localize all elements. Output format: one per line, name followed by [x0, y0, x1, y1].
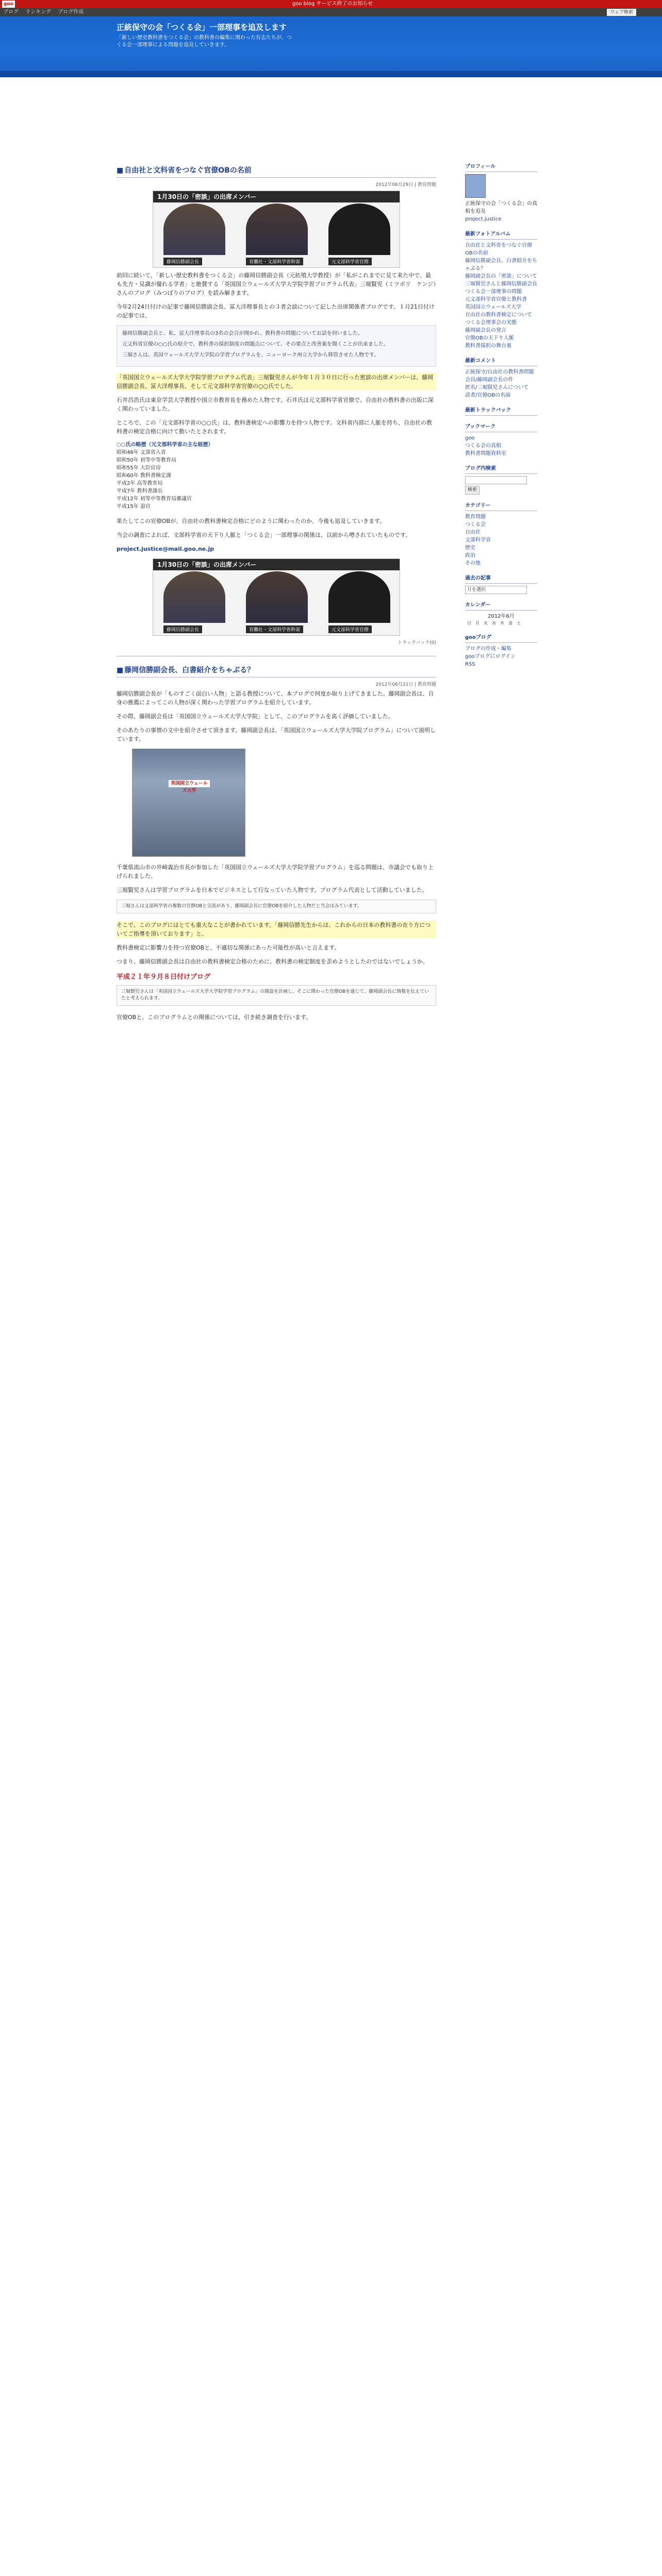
notice-link[interactable]: goo blog サービス終了のお知らせ [292, 1, 373, 7]
list-item: 昭和50年 初等中等教育局 [117, 457, 176, 463]
list-item: 平成7年 教科書課長 [117, 488, 163, 494]
quoted-blog-3 [117, 985, 436, 1006]
category-link[interactable]: 政治 [465, 553, 475, 558]
post-paragraph: つまり、藤岡信勝副会長は自由社の教科書検定合格のために、教科書の検定制度を歪めようとしたのではないでしょうか。 [117, 958, 428, 965]
category-link[interactable]: つくる会 [465, 522, 486, 528]
web-search-button[interactable]: ウェブ検索 [607, 9, 636, 16]
caption-3: 元文部科学省官僚 [328, 258, 372, 265]
calendar-month: 2012年6月 [488, 614, 515, 619]
recent-comments [465, 357, 537, 399]
recent-entry-link[interactable]: 自由社と文科省をつなぐ官僚OBの名前 [465, 243, 532, 256]
main-column [117, 163, 436, 1027]
profile-heading: プロフィール [465, 163, 537, 172]
recent-entry-link[interactable]: 教科書採択の舞台裏 [465, 343, 511, 349]
recent-heading: 最新フォトアルバム [465, 230, 537, 240]
post-paragraph: 千葉県流山市の井崎義治市長が参加した「英国国立ウェールズ大学大学院学習プログラム」を巡る問題は、市議会でも取り上げられました。 [117, 864, 434, 879]
trackback-heading: 最新トラックバック [465, 406, 537, 416]
categories [465, 502, 537, 567]
list-item: 昭和46年 文部省入省 [117, 450, 166, 455]
caption-3: 元文部科学省官僚 [328, 625, 372, 633]
list-item: 昭和60年 教科書検定課 [117, 473, 171, 479]
category-link[interactable]: 歴史 [465, 545, 475, 551]
post-title-2[interactable]: ■ 藤岡信勝副会長、白書紹介をちゃぶる？ [117, 663, 436, 677]
category-link[interactable]: 文部科学省 [465, 537, 491, 543]
calendar-day-header: 日 [467, 621, 471, 625]
archive-heading: 過去の記事 [465, 574, 537, 584]
post-paragraph: 石井昌浩氏は東京学芸大学教授や国立市教育長を務めた人物です。石井氏は元文部科学省官僚で、自由社の教科書の出版に深く関わっていました。 [117, 397, 434, 412]
recent-entry-link[interactable]: 官僚OBの天下り人脈 [465, 335, 514, 341]
post-date-2: 2012年06月21日 | 教育問題 [375, 682, 436, 687]
comment-link[interactable]: 正統保守/自由社の教科書問題 [465, 369, 534, 375]
goo-blog-box [465, 634, 537, 668]
calendar-day-header: 火 [484, 621, 488, 625]
calendar [465, 601, 537, 626]
blog-date-heading: 平成２１年９月８日付けブログ [117, 973, 211, 981]
category-link[interactable]: 教育問題 [465, 514, 486, 520]
caption-2: 育鵬社・文部科学省幹部 [246, 258, 303, 265]
search-button[interactable]: 検索 [465, 486, 479, 495]
blog-excerpt: 三堀さんは文部科学省の複数の官僚OBと交流があり、藤岡副会長に官僚OBを紹介した人物だと当会はみています。 [121, 904, 362, 909]
quote-line: 藤岡信勝副会長と、私、冨大洋理事長の3名の会合が開かれ、教科書の問題についてお話を伺いました。 [122, 331, 363, 336]
caption-2: 育鵬社・文部科学省幹部 [246, 625, 303, 633]
post-paragraph: その際、藤岡副会長は「英国国立ウェールズ大学大学院」として、このプログラムを高く評価していました。 [117, 713, 394, 720]
person-photo-2 [246, 204, 308, 255]
post-paragraph: 今年2月24日付けの記事で藤岡信勝副会長、冨大洋理事長との３者会談について記した出席関係者ブログです。１月21日付けの記事では、 [117, 303, 435, 319]
blog-search [465, 465, 537, 495]
search-input[interactable] [465, 476, 527, 484]
comment-link[interactable]: 匿名/三堀賢児さんについて [465, 385, 529, 391]
header-strip [0, 71, 662, 77]
quoted-blog-2 [117, 900, 436, 913]
goo-link[interactable]: ブログの作成・編集 [465, 646, 511, 652]
search-heading: ブログ内検索 [465, 465, 537, 474]
category-link[interactable]: その他 [465, 561, 481, 566]
bookmark-link[interactable]: goo [465, 435, 475, 441]
blog-title[interactable]: 正統保守の会「つくる会」一部理事を追及します [117, 23, 287, 32]
banner-heading: 1月30日の「密談」の出席メンバー [153, 559, 400, 570]
meeting-banner-image-2 [153, 558, 400, 636]
sidebar [465, 163, 537, 675]
nav-ranking[interactable]: ランキング [25, 9, 51, 15]
avatar [465, 174, 486, 198]
nav-create[interactable]: ブログ作成 [58, 9, 84, 15]
quoted-blog [117, 325, 436, 367]
calendar-heading: カレンダー [465, 601, 537, 611]
post-paragraph: 藤岡信勝副会長が「ものすごく面白い人物」と語る教授について、本ブログで何度か取り上げてきました。藤岡副会長は、自身の推薦によってこの人物が深く関わった学習プログラムを紹介しています。 [117, 690, 434, 706]
banner-heading: 1月30日の「密談」の出席メンバー [153, 191, 400, 202]
recent-entry-link[interactable]: 三堀賢児さんと藤岡信勝副会長 [465, 281, 537, 287]
career-list [117, 441, 436, 511]
photo-sign-text: 英国国立ウェールズ大学 [169, 780, 210, 787]
profile-id-link[interactable]: project.justice [465, 216, 502, 222]
comment-link[interactable]: 会員/藤岡副会長の件 [465, 377, 514, 383]
list-item: 平成15年 退官 [117, 504, 151, 510]
blog-excerpt: 三堀賢児さんは「英国国立ウェールズ大学大学院学習プログラム」の開設を計画し、そこに関わった官僚OBを通じて、藤岡副会長に情報を伝えていたと考えられます。 [121, 989, 429, 1001]
bookmark-link[interactable]: 教科書問題資料室 [465, 451, 506, 456]
contact-email[interactable]: project.justice@mail.goo.ne.jp [117, 546, 214, 552]
meeting-banner-image [153, 191, 400, 268]
post-paragraph: 果たしてこの官僚OBが、自由社の教科書検定合格にどのように関わったのか、今後も追及していきます。 [117, 518, 386, 524]
calendar-day-header: 月 [475, 621, 479, 625]
post-paragraph: 前回に続いて、「新しい歴史教科書をつくる会」の藤岡信勝副会長（元拓殖大学教授）が「私がこれまでに見て来た中で、最も先方・見識が優れる学者」と絶賛する「英国国立ウェールズ大学大学院学習プログラム代表」三堀賢児（ミツボリ ケンジ）さんのブログ（みつぼりのブログ）を読み解きます。 [117, 272, 436, 296]
calendar-day-header: 土 [517, 621, 521, 625]
recent-entry-link[interactable]: 英国国立ウェールズ大学 [465, 304, 522, 310]
calendar-grid [465, 620, 537, 626]
post-paragraph: 官僚OBと、このプログラムとの関係については、引き続き調査を行います。 [117, 1014, 311, 1021]
post-paragraph: ところで、この「元文部科学省の○○氏」は、教科書検定への影響力を持つ人物です。文科省内部に人脈を持ち、自由社の教科書の検定合格に向けて動いたとされます。 [117, 419, 432, 435]
post-paragraph: 三堀賢児さんは学習プログラムを日本でビジネスとして行なっていた人物です。プログラム代表として活動していました。 [117, 887, 428, 893]
goo-link[interactable]: gooブログにログイン [465, 654, 516, 659]
person-silhouette [328, 571, 390, 623]
comments-heading: 最新コメント [465, 357, 537, 366]
blog-description: 「新しい歴史教科書をつくる会」の教科書の編集に関わった有志たちが、つくる会一部理事による問題を追及していきます。 [117, 35, 292, 48]
recent-entry-link[interactable]: 藤岡信勝副会長、白書紹介をちゃぶる？ [465, 258, 537, 272]
list-item: 平成12年 初等中等教育局審議官 [117, 496, 192, 502]
profile-box [465, 163, 537, 223]
post-paragraph: 教科書検定に影響力を持つ官僚OBと、不適切な関係にあった可能性が高いと言えます。 [117, 944, 340, 951]
recent-entry-link[interactable]: つくる会一部理事の問題 [465, 289, 522, 295]
person-photo-1 [163, 204, 225, 255]
person-silhouette [328, 204, 390, 255]
caption-1: 藤岡信勝副会長 [163, 625, 202, 633]
post-date: 2012年06月29日 | 教育問題 [375, 182, 436, 188]
post-paragraph: そこで、このブログにはとても重大なことが書かれています。「藤岡信勝先生からは、これからの日本の教科書の在り方についてご指導を頂いております」と。 [117, 921, 436, 938]
calendar-day-header: 金 [508, 621, 512, 625]
person-photo-1 [163, 571, 225, 623]
bookmark-link[interactable]: つくる会の真相 [465, 443, 501, 449]
comment-link[interactable]: 読者/官僚OBの名前 [465, 393, 511, 398]
blog-header [0, 16, 662, 77]
list-heading: ○○氏の略歴（元文部科学省の主な経歴） [117, 442, 213, 448]
nav-blog[interactable]: ブログ [3, 9, 19, 15]
bookmark-heading: ブックマーク [465, 423, 537, 432]
category-heading: カテゴリー [465, 502, 537, 511]
trackback-link[interactable]: トラックバック(0) [397, 640, 436, 646]
quote-line: 三堀さんは、英国ウェールズ大学大学院の学習プログラムを、ニューヨーク州立大学から移管させた人物です。 [122, 352, 379, 358]
bookmarks [465, 423, 537, 457]
archives [465, 574, 537, 594]
list-item: 昭和55年 大臣官房 [117, 465, 161, 471]
university-photo [132, 749, 245, 857]
goo-logo[interactable]: goo [2, 1, 15, 8]
profile-text: 正統保守の会「つくる会」の真相を追及 [465, 201, 537, 214]
post-paragraph: 「英国国立ウェールズ大学大学院学習プログラム代表」三堀賢児さんが今年１月３０日に行った密談の出席メンバーは、藤岡信勝副会長、冨大洋理事長、そして元文部科学省官僚の○○氏でした。 [117, 373, 436, 391]
recent-entry-link[interactable]: つくる会理事会の実態 [465, 320, 517, 326]
recent-entry-link[interactable]: 藤岡副会長の発言 [465, 328, 506, 333]
calendar-day-header: 木 [500, 621, 504, 625]
list-item: 平成2年 高等教育局 [117, 481, 163, 486]
calendar-day-header: 水 [492, 621, 496, 625]
person-photo-2 [246, 571, 308, 623]
trackbacks [465, 406, 537, 416]
goo-top-notice-bar [0, 0, 662, 8]
quote-line: 元文科省官僚の○○氏の紹介で、教科書の採択制度の問題点について、その要点と改善案を聞くことが出来ました。 [122, 342, 389, 347]
recent-entry-link[interactable]: 藤岡副会長の「密談」について [465, 274, 537, 279]
recent-entry-link[interactable]: 自由社の教科書検定について [465, 312, 532, 318]
goo-link[interactable]: RSS [465, 662, 475, 667]
goo-blog-heading: gooブログ [465, 634, 537, 643]
post-title[interactable]: ■ 自由社と文科省をつなぐ官僚OBの名前 [117, 163, 436, 178]
recent-entries [465, 230, 537, 350]
recent-entry-link[interactable]: 元文部科学省官僚と教科書 [465, 297, 527, 302]
post-paragraph: そのあたりの事情の文中を紹介させて頂きます。藤岡副会長は、「英国国立ウェールズ大学大学院プログラム」について説明しています。 [117, 727, 436, 742]
caption-1: 藤岡信勝副会長 [163, 258, 202, 265]
post-paragraph: 当会の調査によれば、文部科学省の天下り人脈と「つくる会」一部理事の関係は、以前から噂されていたものです。 [117, 532, 411, 538]
archive-select[interactable]: 月を選択 [465, 586, 527, 594]
category-link[interactable]: 自由社 [465, 530, 481, 535]
goo-navbar [0, 8, 662, 16]
